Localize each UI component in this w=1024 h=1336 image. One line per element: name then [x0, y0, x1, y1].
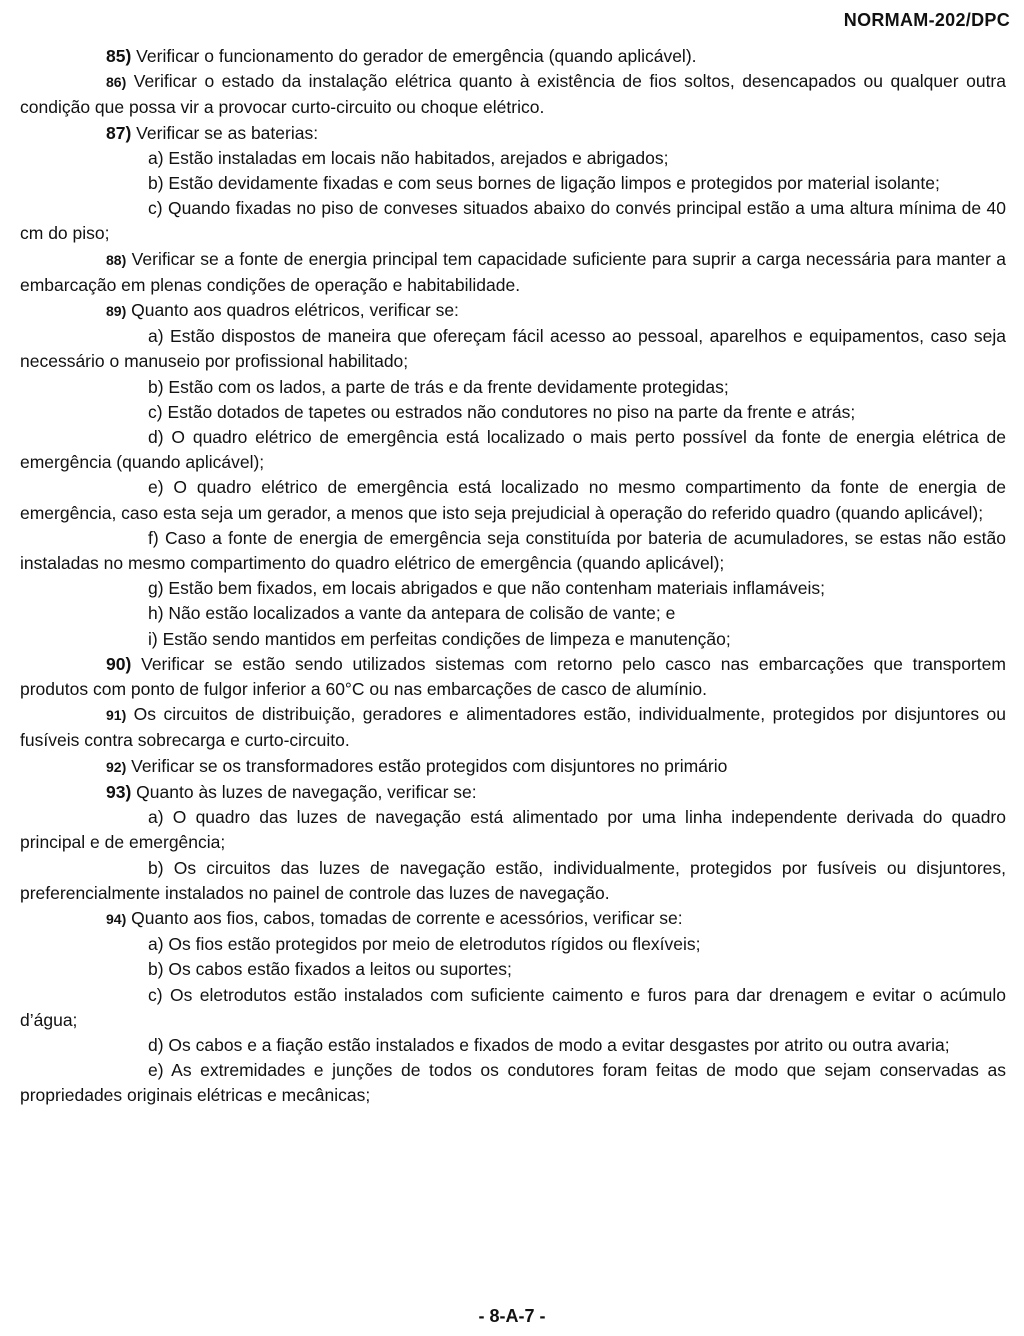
item-number: 94): [106, 910, 127, 927]
item-number: 92): [106, 758, 127, 775]
checklist-subitem: e) O quadro elétrico de emergência está localizado no mesmo compartimento da fonte de energia de emergência, caso esta seja um gerador, a menos que isto seja prejudicial à operação do referido quadro (quando aplicável);: [20, 477, 1006, 523]
checklist-subitem: a) Os fios estão protegidos por meio de eletrodutos rígidos ou flexíveis;: [148, 934, 701, 955]
item-number: 93): [106, 781, 132, 802]
item-number: 87): [106, 122, 132, 143]
item-text: Verificar o estado da instalação elétrica quanto à existência de fios soltos, desencapados ou qualquer outra condição que possa vir a provocar curto-circuito ou choque elétrico.: [20, 71, 1006, 118]
item-text: Verificar se estão sendo utilizados sistemas com retorno pelo casco nas embarcações que transportem produtos com ponto de fulgor inferior a 60°C ou nas embarcações de casco de alumínio.: [20, 653, 1006, 700]
checklist-subitem: c) Os eletrodutos estão instalados com suficiente caimento e furos para dar drenagem e evitar o acúmulo d’água;: [20, 984, 1006, 1030]
item-text: Quanto aos quadros elétricos, verificar se:: [131, 300, 459, 321]
checklist-item: [20, 121, 1006, 146]
page-number: - 8-A-7 -: [478, 1306, 546, 1326]
checklist-subitem: h) Não estão localizados a vante da antepara de colisão de vante; e: [148, 603, 676, 624]
checklist-item: [20, 780, 1006, 805]
checklist-subitem: a) O quadro das luzes de navegação está alimentado por uma linha independente derivada do quadro principal e de emergência;: [20, 807, 1006, 853]
checklist-subitem: b) Estão devidamente fixadas e com seus bornes de ligação limpos e protegidos por material isolante;: [148, 173, 940, 194]
checklist-subitem: a) Estão dispostos de maneira que ofereçam fácil acesso ao pessoal, aparelhos e equipamentos, caso seja necessário o manuseio por profissional habilitado;: [20, 326, 1006, 372]
item-text: Verificar se a fonte de energia principal tem capacidade suficiente para suprir a carga necessária para manter a embarcação em plenas condições de operação e habitabilidade.: [20, 248, 1006, 295]
checklist-item: [20, 652, 1006, 702]
checklist-subitem: c) Estão dotados de tapetes ou estrados não condutores no piso na parte da frente e atrás;: [148, 401, 856, 422]
item-text: Verificar o funcionamento do gerador de emergência (quando aplicável).: [136, 46, 697, 66]
checklist-item: [20, 247, 1006, 298]
checklist-subitem: c) Quando fixadas no piso de conveses situados abaixo do convés principal estão a uma altura mínima de 40 cm do piso;: [20, 198, 1006, 244]
item-text: Verificar se as baterias:: [136, 122, 319, 143]
item-text: Quanto aos fios, cabos, tomadas de corrente e acessórios, verificar se:: [131, 907, 683, 928]
item-number: 90): [106, 653, 132, 674]
item-text: Verificar se os transformadores estão protegidos com disjuntores no primário: [131, 755, 728, 776]
item-text: Quanto às luzes de navegação, verificar se:: [136, 781, 477, 802]
checklist-item: [20, 906, 1006, 932]
checklist-subitem: e) As extremidades e junções de todos os condutores foram feitas de modo que sejam conservadas as propriedades originais elétricas e mecânicas;: [20, 1060, 1006, 1106]
item-number: 89): [106, 303, 127, 320]
checklist-subitem: f) Caso a fonte de energia de emergência seja constituída por bateria de acumuladores, se estas não estão instaladas no mesmo compartimento do quadro elétrico de emergência (quando aplicável);: [20, 527, 1006, 574]
checklist-subitem: i) Estão sendo mantidos em perfeitas condições de limpeza e manutenção;: [148, 628, 731, 649]
checklist-subitem: a) Estão instaladas em locais não habitados, arejados e abrigados;: [148, 147, 669, 168]
checklist-subitem: b) Estão com os lados, a parte de trás e da frente devidamente protegidas;: [148, 376, 729, 397]
checklist-subitem: d) O quadro elétrico de emergência está localizado o mais perto possível da fonte de energia elétrica de emergência (quando aplicável);: [20, 427, 1006, 473]
document-code: NORMAM-202/DPC: [843, 10, 1010, 30]
checklist-item: [20, 298, 1006, 324]
item-number: 86): [106, 74, 127, 91]
checklist-item: [20, 754, 1006, 780]
item-text: Os circuitos de distribuição, geradores e alimentadores estão, individualmente, protegidos por disjuntores ou fusíveis contra sobrecarga e curto-circuito.: [20, 704, 1006, 751]
checklist-item: [20, 44, 1006, 69]
checklist-subitem: b) Os circuitos das luzes de navegação estão, individualmente, protegidos por fusíveis ou disjuntores, preferencialmente instalados no painel de controle das luzes de navegação.: [20, 857, 1006, 903]
checklist-item: [20, 69, 1006, 120]
item-number: 88): [106, 251, 127, 268]
checklist-subitem: g) Estão bem fixados, em locais abrigados e que não contenham materiais inflamáveis;: [148, 578, 826, 599]
item-number: 85): [106, 46, 132, 66]
checklist-subitem: d) Os cabos e a fiação estão instalados e fixados de modo a evitar desgastes por atrito ou outra avaria;: [148, 1034, 950, 1055]
checklist-subitem: b) Os cabos estão fixados a leitos ou suportes;: [148, 959, 512, 980]
checklist-item: [20, 702, 1006, 753]
checklist-body: [20, 44, 1006, 1109]
item-number: 91): [106, 707, 127, 724]
